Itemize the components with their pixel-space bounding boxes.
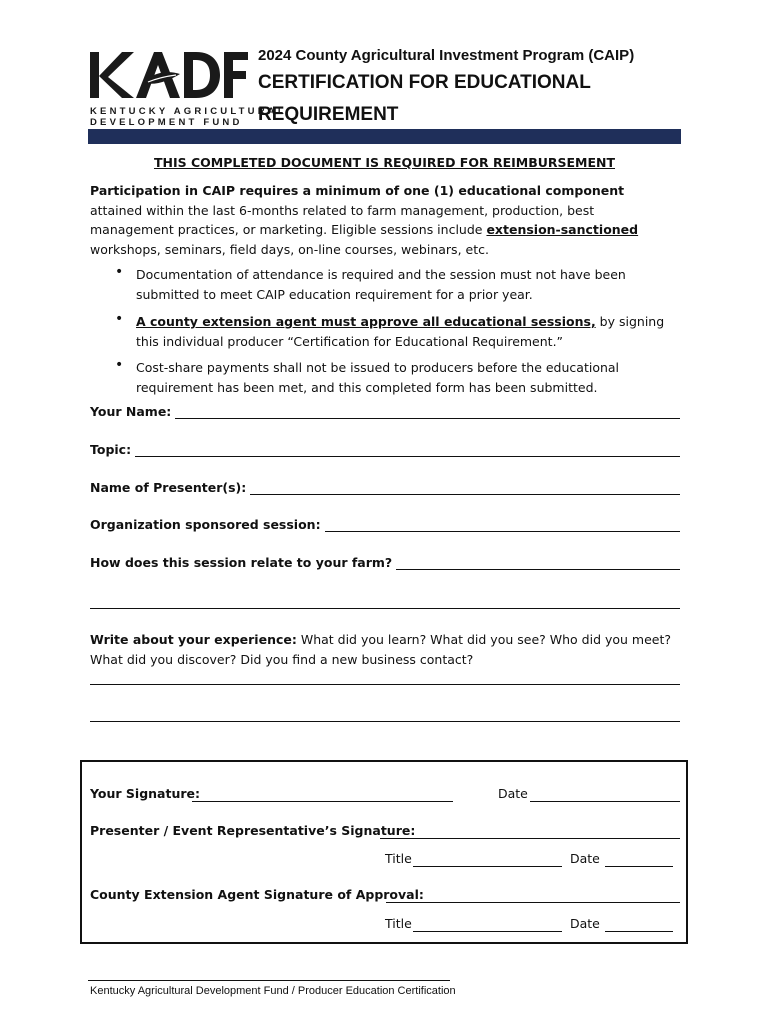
reimbursement-notice: THIS COMPLETED DOCUMENT IS REQUIRED FOR REIMBURSEMENT	[153, 155, 616, 170]
your-name-input[interactable]	[175, 404, 680, 419]
your-signature-input[interactable]	[192, 801, 453, 802]
experience-input-line-1[interactable]	[90, 684, 680, 685]
relate-input[interactable]	[396, 555, 680, 570]
bullet-item-1	[136, 265, 676, 304]
footer-divider	[88, 980, 450, 981]
presenters-input[interactable]	[250, 480, 680, 495]
organization-field	[90, 517, 680, 532]
your-name-field	[90, 404, 680, 419]
bullet-marker: •	[115, 311, 124, 327]
experience-prompt	[90, 630, 680, 669]
topic-input[interactable]	[135, 442, 680, 457]
bullet-2-text: by signing this individual producer “Certification for Educational Requirement.”	[136, 314, 665, 349]
document-title-line2: REQUIREMENT	[258, 104, 399, 125]
agent-date-label: Date	[570, 916, 600, 931]
intro-lead: Participation in CAIP requires a minimum of one (1) educational component	[90, 183, 625, 198]
experience-question: What did you learn? What did you see? Who did you meet? What did you discover? Did you find a new business contact?	[90, 632, 672, 667]
agent-title-label: Title	[385, 916, 412, 931]
intro-paragraph	[90, 181, 680, 259]
header-bar	[88, 129, 681, 144]
your-signature-label: Your Signature:	[90, 786, 200, 801]
intro-extension-sanctioned: extension-sanctioned	[486, 222, 639, 237]
organization-label: Organization sponsored session:	[90, 517, 321, 532]
experience-input-line-2[interactable]	[90, 721, 680, 722]
bullet-2-bold: A county extension agent must approve all educational sessions,	[136, 314, 596, 329]
bullet-1-text: Documentation of attendance is required and the session must not have been submitted to meet CAIP education requirement for a prior year.	[136, 267, 626, 302]
presenter-signature-label: Presenter / Event Representative’s Signature:	[90, 823, 416, 838]
agent-date-input[interactable]	[605, 931, 673, 932]
agent-signature-label: County Extension Agent Signature of Approval:	[90, 887, 424, 902]
bullet-marker: •	[115, 264, 124, 280]
organization-input[interactable]	[325, 517, 680, 532]
bullet-3-text: Cost-share payments shall not be issued to producers before the educational requirement has been met, and this completed form has been submitted.	[136, 360, 620, 395]
presenter-date-label: Date	[570, 851, 600, 866]
logo-subtitle-line1: KENTUCKY AGRICULTURAL	[90, 106, 287, 117]
kadf-logo	[88, 50, 248, 102]
program-name: 2024 County Agricultural Investment Program (CAIP)	[258, 47, 635, 64]
presenters-label: Name of Presenter(s):	[90, 480, 247, 495]
page-footer: Kentucky Agricultural Development Fund / Producer Education Certification	[90, 985, 456, 997]
relate-input-line-2[interactable]	[90, 608, 680, 609]
topic-label: Topic:	[90, 442, 132, 457]
intro-part2: attained within the last 6-months related to farm management, production, best management practices, or marketing. Eligible sessions include	[90, 202, 595, 237]
presenters-field	[90, 480, 680, 495]
document-title-line1: CERTIFICATION FOR EDUCATIONAL	[258, 72, 591, 93]
your-signature-date-input[interactable]	[530, 801, 680, 802]
logo-subtitle-line2: DEVELOPMENT FUND	[90, 117, 243, 128]
relate-label: How does this session relate to your farm?	[90, 555, 393, 570]
presenter-title-label: Title	[385, 851, 412, 866]
intro-part3: workshops, seminars, field days, on-line courses, webinars, etc.	[90, 241, 489, 257]
topic-field	[90, 442, 680, 457]
relate-field	[90, 555, 680, 570]
bullet-item-2	[136, 312, 676, 351]
presenter-signature-input[interactable]	[380, 838, 680, 839]
presenter-date-input[interactable]	[605, 866, 673, 867]
agent-signature-input[interactable]	[386, 902, 680, 903]
your-signature-date-label: Date	[498, 786, 528, 801]
experience-label: Write about your experience:	[90, 632, 297, 647]
your-name-label: Your Name:	[90, 404, 172, 419]
bullet-item-3	[136, 358, 676, 397]
bullet-marker: •	[115, 357, 124, 373]
agent-title-input[interactable]	[413, 931, 562, 932]
presenter-title-input[interactable]	[413, 866, 562, 867]
